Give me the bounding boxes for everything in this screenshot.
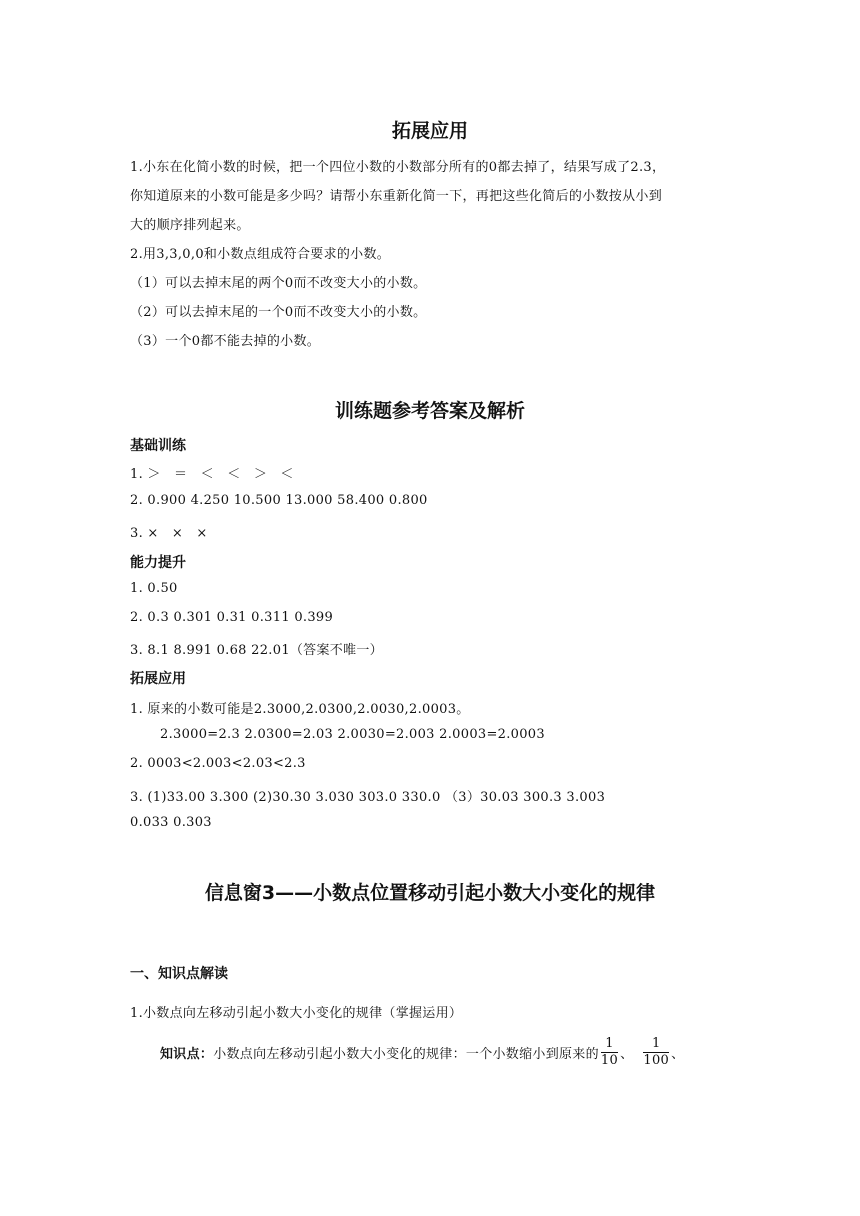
answer-ability-2: 2. 0.3 0.301 0.31 0.311 0.399 <box>130 610 334 625</box>
knowledge-point-text: 小数点向左移动引起小数大小变化的规律：一个小数缩小到原来的 <box>213 1047 599 1062</box>
separator: 、 <box>620 1047 634 1062</box>
answer-basic-1: 1. ＞ ＝ ＜ ＜ ＞ ＜ <box>130 467 294 482</box>
fraction-one-hundredth <box>643 1036 669 1069</box>
heading-extend: 拓展应用 <box>130 671 186 687</box>
fraction-denominator: 10 <box>600 1053 619 1068</box>
fraction-one-tenth <box>601 1036 618 1069</box>
problem-1-line-1: 1.小东在化简小数的时候，把一个四位小数的小数部分所有的0都去掉了，结果写成了2.3， <box>130 160 666 175</box>
answer-basic-2: 2. 0.900 4.250 10.500 13.000 58.400 0.800 <box>130 493 428 508</box>
answer-basic-3: 3. × × × <box>130 526 208 541</box>
answer-ability-1: 1. 0.50 <box>130 581 178 596</box>
answer-extend-1-detail: 2.3000=2.3 2.0300=2.03 2.0030=2.003 2.0003=2.0003 <box>160 727 545 742</box>
heading-basic-training: 基础训练 <box>130 438 186 454</box>
answer-extend-3-cont: 0.033 0.303 <box>130 815 212 830</box>
section-title-extend-application: 拓展应用 <box>391 120 468 142</box>
answer-ability-3: 3. 8.1 8.991 0.68 22.01（答案不唯一） <box>130 643 383 658</box>
problem-1-line-3: 大的顺序排列起来。 <box>130 218 250 233</box>
knowledge-point-paragraph <box>160 1036 684 1069</box>
fraction-numerator: 1 <box>601 1036 618 1053</box>
answer-extend-1: 1. 原来的小数可能是2.3000,2.0300,2.0030,2.0003。 <box>130 702 470 717</box>
problem-2-line: 2.用3,3,0,0和小数点组成符合要求的小数。 <box>130 247 391 262</box>
problem-1-line-2: 你知道原来的小数可能是多少吗？请帮小东重新化简一下，再把这些化简后的小数按从小到 <box>130 189 663 204</box>
section-title-answers: 训练题参考答案及解析 <box>334 400 525 422</box>
separator: 、 <box>671 1047 685 1062</box>
section-title-info-window-3: 信息窗3——小数点位置移动引起小数大小变化的规律 <box>204 882 656 904</box>
knowledge-point-1: 1.小数点向左移动引起小数大小变化的规律（掌握运用） <box>130 1006 463 1021</box>
problem-2-part-1: （1）可以去掉末尾的两个0而不改变大小的小数。 <box>130 276 427 291</box>
answer-extend-3: 3. (1)33.00 3.300 (2)30.30 3.030 303.0 330.0 （3）30.03 300.3 3.003 <box>130 790 606 805</box>
problem-2-part-3: （3）一个0都不能去掉的小数。 <box>130 334 321 349</box>
fraction-numerator: 1 <box>643 1036 669 1053</box>
heading-knowledge-points: 一、知识点解读 <box>130 966 228 982</box>
heading-ability: 能力提升 <box>130 555 186 571</box>
answer-extend-2: 2. 0003<2.003<2.03<2.3 <box>130 756 306 771</box>
knowledge-point-label: 知识点： <box>160 1047 214 1062</box>
problem-2-part-2: （2）可以去掉末尾的一个0而不改变大小的小数。 <box>130 305 427 320</box>
fraction-denominator: 100 <box>643 1053 670 1068</box>
